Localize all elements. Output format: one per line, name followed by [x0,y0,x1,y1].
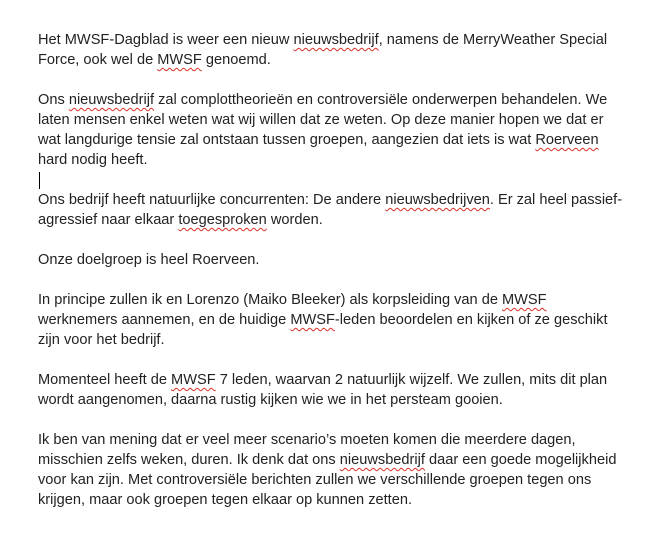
text-run: hard nodig heeft. [38,152,148,168]
text-run: Ik ben van mening dat er veel meer scenario’s moeten komen die meerdere dagen, misschien zelfs weken, duren. Ik denk dat ons [38,432,576,468]
text-run: , namens de MerryWeather Special Force, ook wel de [38,32,608,68]
misspelled-word: MWSF [157,52,202,68]
text-run: zal complottheorieën en controversiële onderwerpen behandelen. We laten mensen enkel weten wat wij willen dat ze weten. Op deze manier hopen we dat er wat langdurige tensie zal ontstaan tussen groepen, aangezien dat iets is wat [38,92,608,148]
text-run: werknemers aannemen, en de huidige [38,312,291,328]
paragraph [38,430,628,510]
document-body[interactable] [38,30,628,510]
paragraph [38,290,628,350]
misspelled-word: nieuwsbedrijf [68,92,155,108]
text-run: -leden beoordelen en kijken of ze geschikt zijn voor het bedrijf. [38,312,608,348]
paragraph [38,250,628,270]
paragraph [38,190,628,230]
misspelled-word: nieuwsbedrijf [339,452,425,468]
misspelled-word: nieuwsbedrijven [385,192,490,208]
paragraph [38,370,628,410]
text-run: . Er zal heel passief-agressief naar elkaar [38,192,623,228]
text-run: daar een goede mogelijkheid voor kan zijn. Met controversiële berichten zullen we verschillende groepen tegen ons krijgen, maar ook groepen tegen elkaar op kunnen zetten. [38,452,617,508]
paragraph [38,30,628,70]
misspelled-word: nieuwsbedrijf [293,32,379,48]
misspelled-word: toegesproken [178,212,267,228]
text-run: In principe zullen ik en Lorenzo (Maiko Bleeker) als korpsleiding van de [38,292,502,308]
misspelled-word: Roerveen [535,132,599,148]
text-run: Het MWSF-Dagblad is weer een nieuw [38,32,294,48]
misspelled-word: MWSF [502,292,547,308]
text-run: Momenteel heeft de [38,372,172,388]
text-run: worden. [266,212,323,228]
text-run: Ons [38,92,69,108]
text-run: genoemd. [201,52,271,68]
misspelled-word: MWSF [171,372,216,388]
paragraph [38,90,628,170]
text-run: 7 leden, waarvan 2 natuurlijk wijzelf. We zullen, mits dit plan wordt aangenomen, daarna rustig kijken wie we in het persteam gooien. [38,372,608,408]
text-run: Onze doelgroep is heel Roerveen. [38,252,260,268]
text-cursor [39,172,40,189]
misspelled-word: MWSF [290,312,335,328]
text-run: Ons bedrijf heeft natuurlijke concurrenten: De andere [38,192,386,208]
empty-line[interactable] [38,170,628,190]
